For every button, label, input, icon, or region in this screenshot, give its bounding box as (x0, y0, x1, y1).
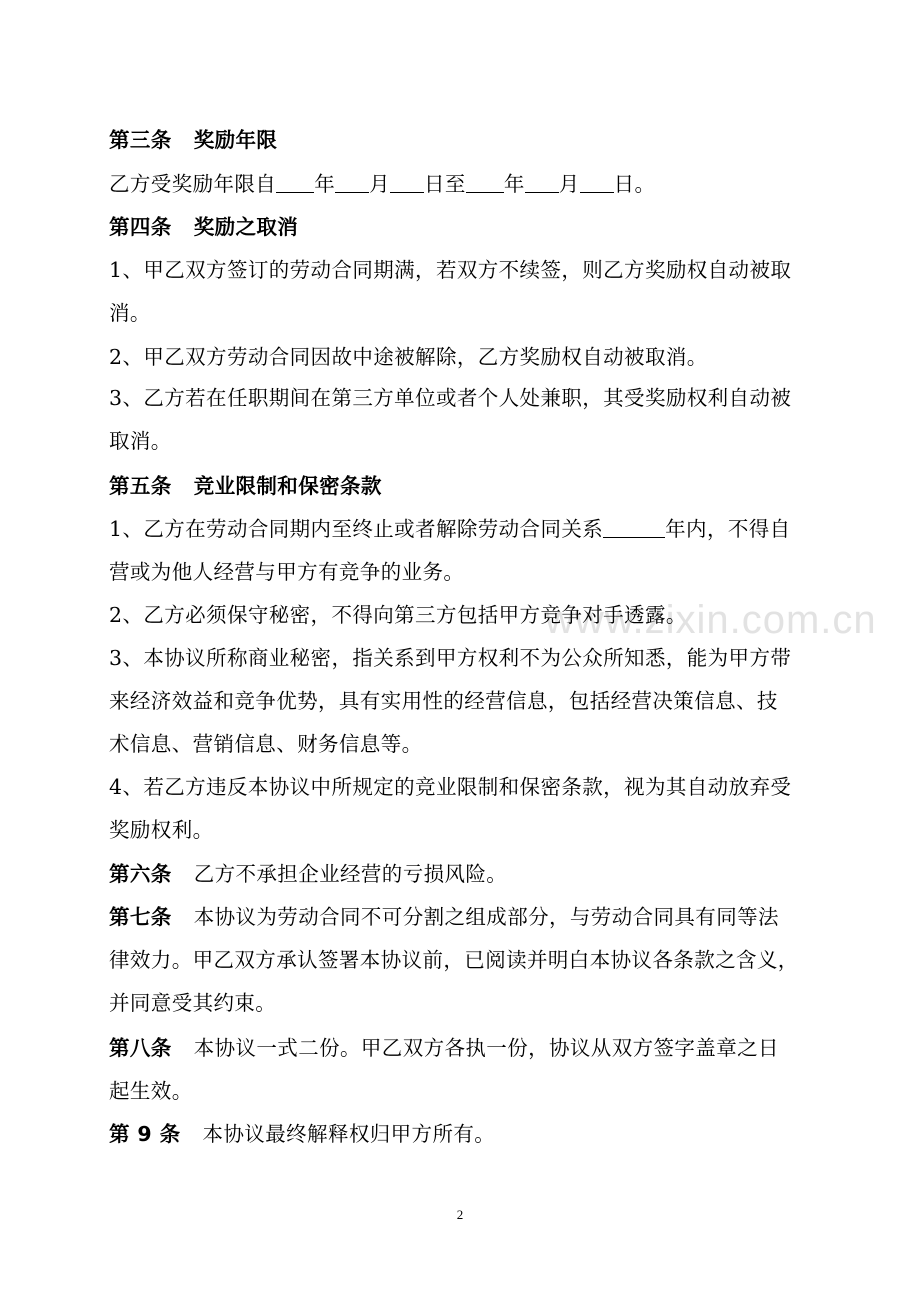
paragraph-line: 来经济效益和竞争优势，具有实用性的经营信息，包括经营决策信息、技 (109, 689, 778, 713)
article-6: 第六条 乙方不承担企业经营的亏损风险。 (109, 862, 508, 886)
article-number: 第四条 (109, 215, 172, 239)
paragraph-line: 营或为他人经营与甲方有竞争的业务。 (109, 560, 465, 584)
paragraph-line: 2、乙方必须保守秘密，不得向第三方包括甲方竞争对手透露。 (109, 603, 687, 627)
reward-period-line: 乙方受奖励年限自 年 月 日至 年 月 日。 (109, 172, 656, 196)
page-number: 2 (456, 1207, 464, 1222)
paragraph-line: 3、乙方若在任职期间在第三方单位或者个人处兼职，其受奖励权利自动被 (109, 386, 792, 410)
paragraph-line: 取消。 (109, 429, 172, 453)
years-blank[interactable] (603, 519, 665, 538)
article-number: 第七条 (109, 905, 172, 929)
article-8: 第八条 本协议一式二份。甲乙双方各执一份，协议从双方签字盖章之日 (109, 1036, 779, 1060)
article-number: 第六条 (109, 862, 172, 886)
paragraph-line: 奖励权利。 (109, 818, 214, 842)
article-title: 奖励年限 (193, 128, 278, 152)
watermark: www.zixin.com.cn (545, 598, 877, 642)
month-blank[interactable] (335, 174, 369, 193)
paragraph-line: 3、本协议所称商业秘密，指关系到甲方权利不为公众所知悉，能为甲方带 (109, 646, 792, 670)
paragraph-line: 消。 (109, 301, 151, 325)
paragraph-line: 2、甲乙双方劳动合同因故中途被解除，乙方奖励权自动被取消。 (109, 345, 708, 369)
article-number: 第五条 (109, 474, 172, 498)
article-5-heading (109, 473, 829, 499)
article-number: 第八条 (109, 1036, 172, 1060)
year-blank[interactable] (276, 174, 314, 193)
article-9: 第 9 条 本协议最终解释权归甲方所有。 (109, 1122, 496, 1146)
paragraph-line: 律效力。甲乙双方承认签署本协议前，已阅读并明白本协议各条款之含义， (109, 948, 799, 972)
article-title: 竞业限制和保密条款 (193, 474, 382, 498)
paragraph-line: 4、若乙方违反本协议中所规定的竞业限制和保密条款，视为其自动放弃受 (109, 775, 792, 799)
year-blank[interactable] (466, 174, 504, 193)
article-number: 第 9 条 (109, 1122, 181, 1146)
article-number: 第三条 (109, 128, 172, 152)
article-7: 第七条 本协议为劳动合同不可分割之组成部分，与劳动合同具有同等法 (109, 905, 779, 929)
day-blank[interactable] (390, 174, 424, 193)
article-3-heading (109, 127, 829, 153)
paragraph-line: 起生效。 (109, 1079, 193, 1103)
article-title: 奖励之取消 (193, 215, 299, 239)
day-blank[interactable] (580, 174, 614, 193)
month-blank[interactable] (525, 174, 559, 193)
paragraph-line: 术信息、营销信息、财务信息等。 (109, 732, 423, 756)
article-4-heading (109, 214, 829, 240)
paragraph-line: 并同意受其约束。 (109, 991, 277, 1015)
paragraph-line: 1、甲乙双方签订的劳动合同期满，若双方不续签，则乙方奖励权自动被取 (109, 258, 792, 282)
paragraph-line: 1、乙方在劳动合同期内至终止或者解除劳动合同关系 年内，不得自 (109, 517, 791, 541)
